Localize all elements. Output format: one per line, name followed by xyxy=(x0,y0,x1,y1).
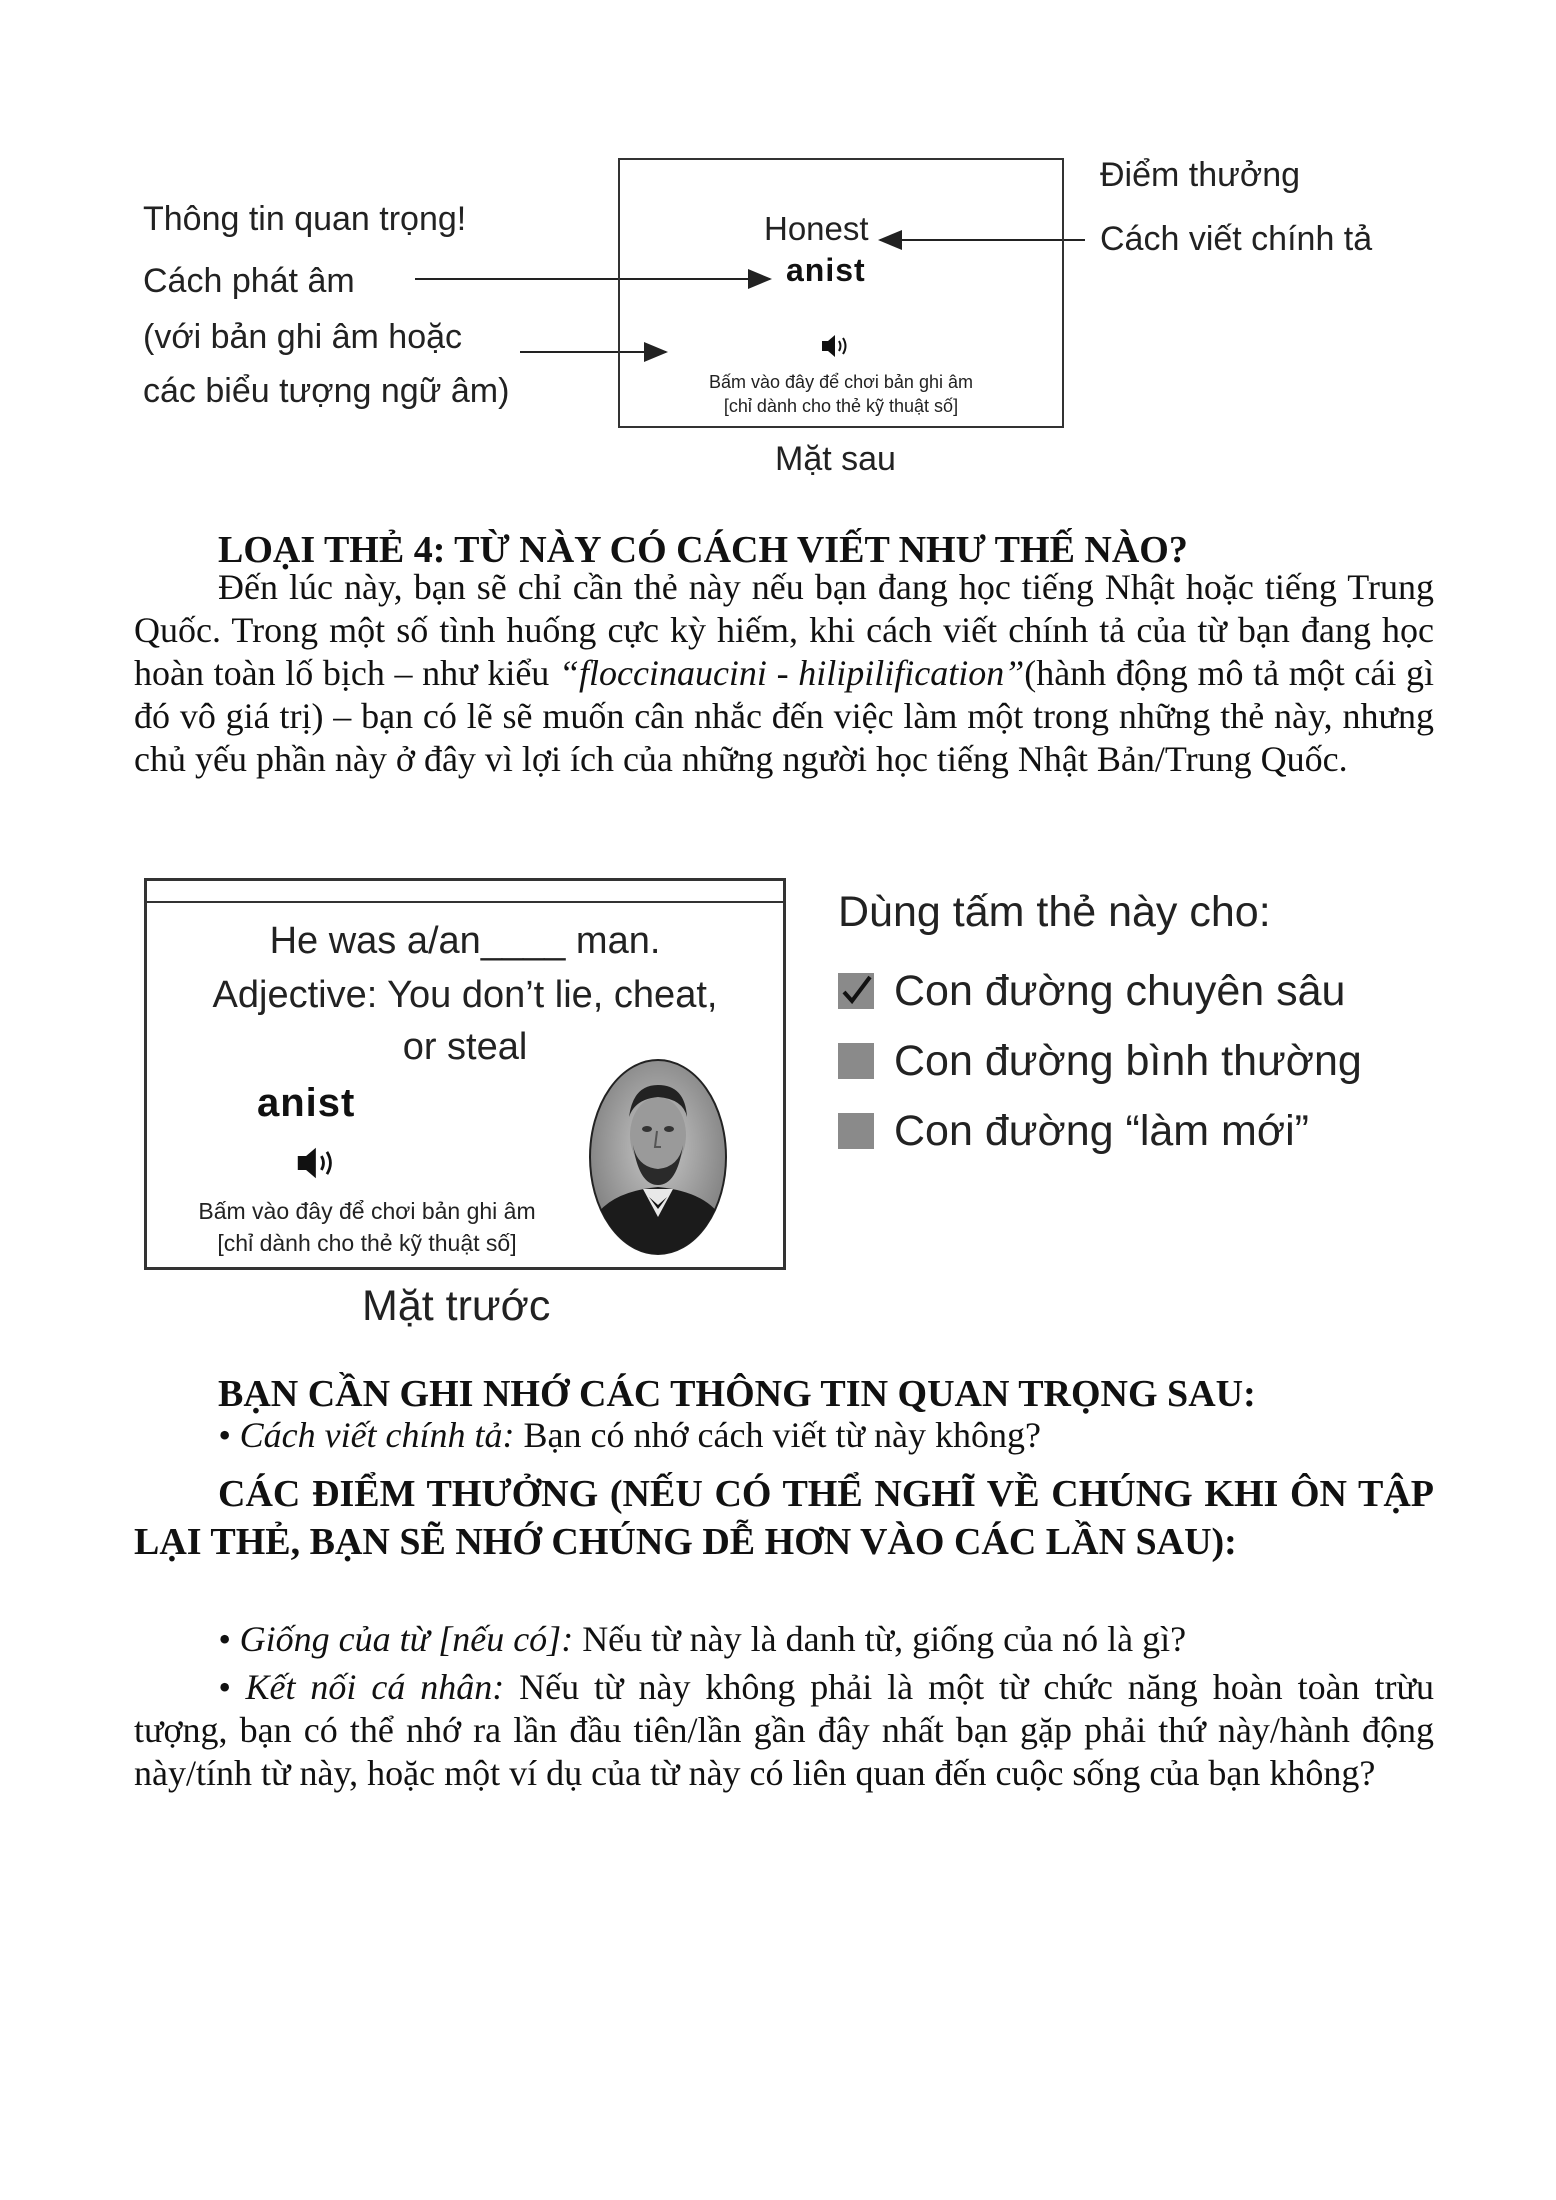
label-important-info: Thông tin quan trọng! xyxy=(143,200,467,238)
card-hint-2: or steal xyxy=(402,1026,528,1068)
card-phonetic: anist xyxy=(786,252,866,288)
bonus-personal xyxy=(134,1666,1434,1795)
bonus-personal-label: • Kết nối cá nhân: xyxy=(218,1667,505,1707)
caption-front: Mặt trước xyxy=(362,1282,551,1330)
option-deep-path xyxy=(838,956,1362,1026)
bonus-personal-text: Nếu từ này không phải là một từ chức năng hoàn toàn trừu tượng, bạn có thể nhớ ra lần đầu tiên/lần gần đây nhất bạn gặp phải thứ này/hành động này/tính từ này, hoặc một ví dụ của từ này có liên quan đến cuộc sống của bạn không? xyxy=(134,1667,1434,1793)
remember-spelling-text: Bạn có nhớ cách viết từ này không? xyxy=(514,1415,1041,1455)
label-spelling: Cách viết chính tả xyxy=(1100,220,1373,258)
unchecked-box-icon xyxy=(838,1043,874,1079)
card-note-line2: [chỉ dành cho thẻ kỹ thuật số] xyxy=(723,396,959,416)
checked-box-icon xyxy=(838,973,874,1009)
card-back xyxy=(618,158,1064,428)
remember-heading: BẠN CẦN GHI NHỚ CÁC THÔNG TIN QUAN TRỌNG SAU: xyxy=(218,1373,1256,1415)
card-word: Honest xyxy=(764,210,869,247)
bonus-gender-label: • Giống của từ [nếu có]: xyxy=(218,1619,574,1659)
label-with-audio-1: (với bản ghi âm hoặc xyxy=(143,318,463,356)
option-normal-path xyxy=(838,1026,1362,1096)
section4-text-2: (hành động mô tả một cái gì đó vô giá trị) – bạn có lẽ sẽ muốn cân nhắc đến việc làm một trong những thẻ này, nhưng chủ yếu phần này ở đây vì lợi ích của những người học tiếng Nhật Bản/Trung Quốc. xyxy=(134,653,1434,779)
card-front-note-line2: [chỉ dành cho thẻ kỹ thuật số] xyxy=(217,1230,517,1256)
option-refresh-path xyxy=(838,1096,1362,1166)
bonus-gender xyxy=(218,1618,1438,1661)
unchecked-box-icon xyxy=(838,1113,874,1149)
speaker-icon xyxy=(295,1143,345,1183)
caption-back: Mặt sau xyxy=(775,440,896,478)
option-label: Con đường “làm mới” xyxy=(894,1106,1309,1155)
speaker-icon xyxy=(820,332,856,360)
card-note-line1: Bấm vào đây để chơi bản ghi âm xyxy=(709,372,973,392)
label-with-audio-2: các biểu tượng ngữ âm) xyxy=(143,372,510,410)
option-label: Con đường bình thường xyxy=(894,1036,1362,1085)
portrait-image xyxy=(587,1057,729,1257)
use-options xyxy=(838,956,1362,1166)
label-bonus-points: Điểm thưởng xyxy=(1100,156,1301,194)
section4-italic-word: “floccinaucini - hilipilification” xyxy=(558,653,1025,693)
card-front-note-line1: Bấm vào đây để chơi bản ghi âm xyxy=(198,1198,536,1224)
card-hint-1: Adjective: You don’t lie, cheat, xyxy=(212,974,718,1016)
label-pronunciation: Cách phát âm xyxy=(143,262,355,300)
remember-spelling xyxy=(218,1414,1438,1457)
remember-spelling-label: • Cách viết chính tả: xyxy=(218,1415,515,1455)
card-front-topbar xyxy=(147,901,783,903)
section4-paragraph xyxy=(134,566,1434,781)
section4-text-1: Đến lúc này, bạn sẽ chỉ cần thẻ này nếu bạn đang học tiếng Nhật hoặc tiếng Trung Quốc. Trong một số tình huống cực kỳ hiếm, khi cách viết chính tả của từ bạn đang học hoàn toàn lố bịch – như kiểu xyxy=(134,567,1434,693)
card-note xyxy=(620,370,1062,418)
bonus-heading: CÁC ĐIỂM THƯỞNG (NẾU CÓ THỂ NGHĨ VỀ CHÚNG KHI ÔN TẬP LẠI THẺ, BẠN SẼ NHỚ CHÚNG DỄ HƠN VÀO CÁC LẦN SAU): xyxy=(134,1473,1434,1563)
card-front xyxy=(144,878,786,1270)
bonus-gender-text: Nếu từ này là danh từ, giống của nó là gì? xyxy=(573,1619,1187,1659)
card-front-phonetic: anist xyxy=(257,1081,356,1125)
use-card-title: Dùng tấm thẻ này cho: xyxy=(838,888,1271,936)
section4-heading: LOẠI THẺ 4: TỪ NÀY CÓ CÁCH VIẾT NHƯ THẾ NÀO? xyxy=(218,529,1188,571)
card-sentence: He was a/an____ man. xyxy=(269,920,661,962)
option-label: Con đường chuyên sâu xyxy=(894,966,1346,1015)
card-front-note xyxy=(147,1195,587,1259)
